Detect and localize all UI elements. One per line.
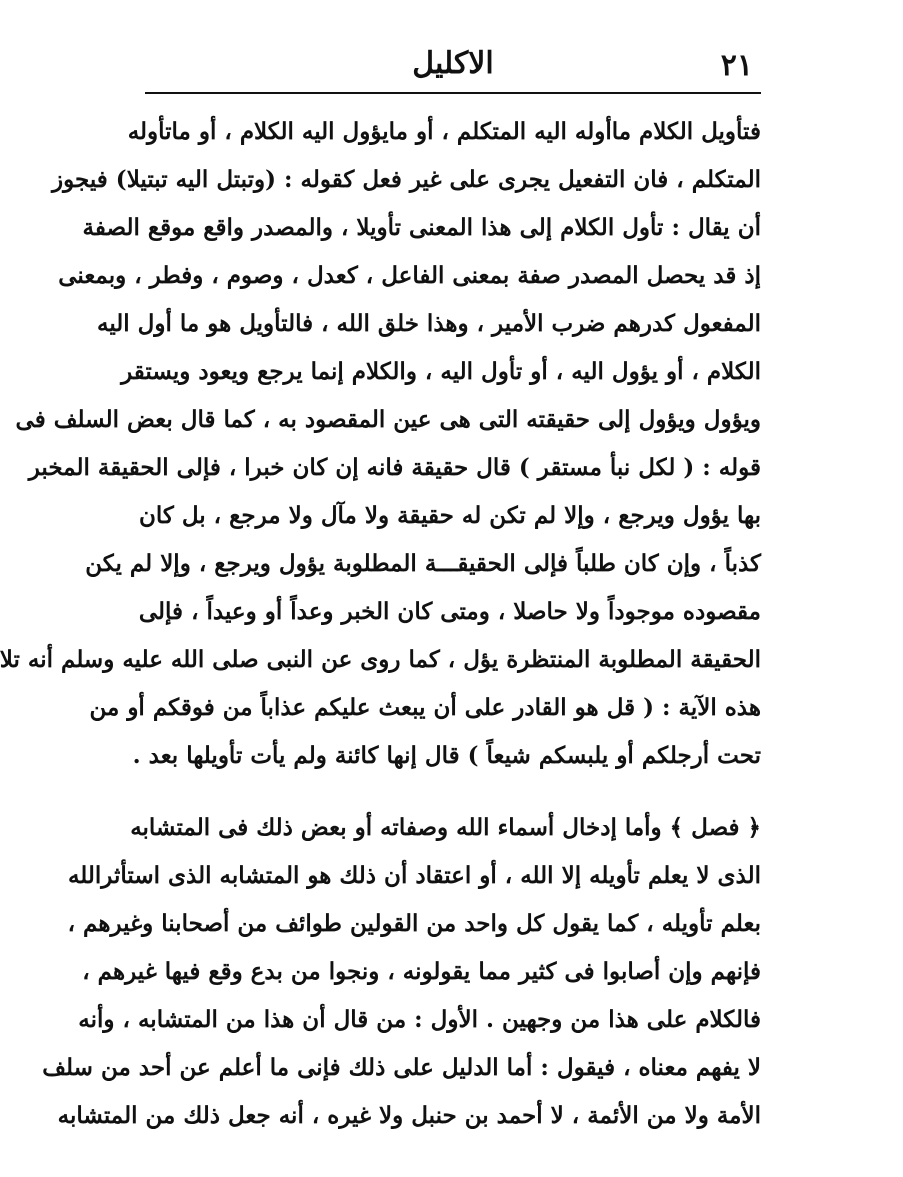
text-line: فتأويل الكلام ماأوله اليه المتكلم ، أو مايؤول اليه الكلام ، أو ماتأوله <box>127 118 761 145</box>
text-line: الكلام ، أو يؤول اليه ، أو تأول اليه ، والكلام إنما يرجع ويعود ويستقر <box>121 358 761 385</box>
text-line: إذ قد يحصل المصدر صفة بمعنى الفاعل ، كعدل ، وصوم ، وفطر ، وبمعنى <box>58 262 761 289</box>
text-line: بها يؤول ويرجع ، وإلا لم تكن له حقيقة ولا مآل ولا مرجع ، بل كان <box>139 502 761 529</box>
text-line: المتكلم ، فان التفعيل يجرى على غير فعل كقوله : (وتبتل اليه تبتيلا) فيجوز <box>52 166 761 193</box>
paragraph-1 <box>0 108 761 780</box>
page-number: ٢١ <box>720 48 753 83</box>
header-divider <box>145 92 761 94</box>
paragraph-2 <box>42 804 761 1140</box>
text-line: المفعول كدرهم ضرب الأمير ، وهذا خلق الله ، فالتأويل هو ما أول اليه <box>96 310 761 337</box>
text-line: الحقيقة المطلوبة المنتظرة يؤل ، كما روى عن النبى صلى الله عليه وسلم أنه تلا <box>0 646 761 673</box>
text-line: أن يقال : تأول الكلام إلى هذا المعنى تأويلا ، والمصدر واقع موقع الصفة <box>82 214 761 241</box>
paragraph-gap <box>145 780 761 804</box>
text-line: قوله : ( لكل نبأ مستقر ) قال حقيقة فانه إن كان خبرا ، فإلى الحقيقة المخبر <box>28 454 761 481</box>
body-text <box>0 108 761 1140</box>
text-line: ﴿ فصل ﴾ وأما إدخال أسماء الله وصفاته أو بعض ذلك فى المتشابه <box>130 814 761 841</box>
text-line: كذباً ، وإن كان طلباً فإلى الحقيقـــة المطلوبة يؤول ويرجع ، وإلا لم يكن <box>85 550 761 577</box>
text-line: فالكلام على هذا من وجهين . الأول : من قال أن هذا من المتشابه ، وأنه <box>78 1006 761 1033</box>
text-line: بعلم تأويله ، كما يقول كل واحد من القولين طوائف من أصحابنا وغيرهم ، <box>67 910 761 937</box>
text-line: لا يفهم معناه ، فيقول : أما الدليل على ذلك فإنى ما أعلم عن أحد من سلف <box>42 1054 761 1081</box>
text-line: هذه الآية : ( قل هو القادر على أن يبعث عليكم عذاباً من فوقكم أو من <box>89 694 761 721</box>
text-line: الذى لا يعلم تأويله إلا الله ، أو اعتقاد أن ذلك هو المتشابه الذى استأثرالله <box>67 862 761 889</box>
text-line: مقصوده موجوداً ولا حاصلا ، ومتى كان الخبر وعداً أو وعيداً ، فإلى <box>138 598 761 625</box>
text-line: الأمة ولا من الأئمة ، لا أحمد بن حنبل ولا غيره ، أنه جعل ذلك من المتشابه <box>57 1102 761 1129</box>
text-line: تحت أرجلكم أو يلبسكم شيعاً ) قال إنها كائنة ولم يأت تأويلها بعد . <box>132 742 761 769</box>
text-line: ويؤول ويؤول إلى حقيقته التى هى عين المقصود به ، كما قال بعض السلف فى <box>15 406 761 433</box>
text-line: فإنهم وإن أصابوا فى كثير مما يقولونه ، ونجوا من بدع وقع فيها غيرهم ، <box>82 958 761 985</box>
page-header <box>145 40 761 90</box>
running-title: الاكليل <box>412 46 494 81</box>
